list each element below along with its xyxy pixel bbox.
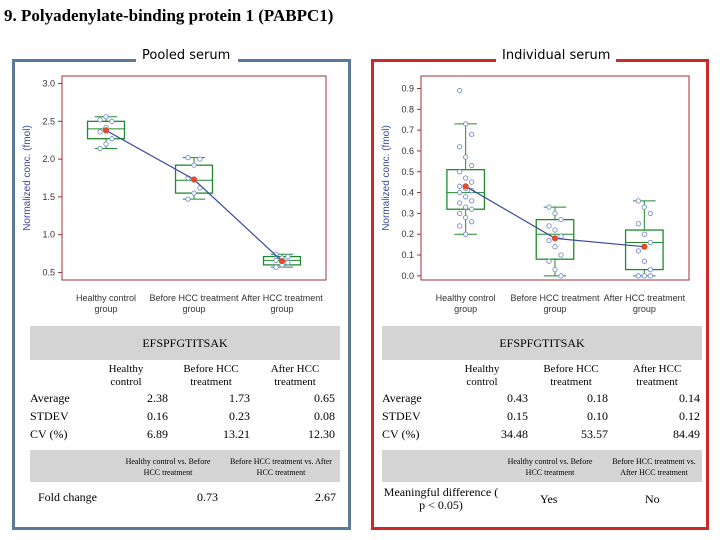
y-tick-label: 3.0: [42, 78, 55, 89]
left-row-label-average: Average: [30, 391, 70, 405]
y-tick-label: 0.0: [401, 270, 414, 281]
left-col-header-3: After HCC treatment: [270, 363, 320, 388]
data-point: [463, 122, 467, 126]
data-point: [648, 211, 652, 215]
right-average-healthy: 0.43: [507, 391, 528, 405]
x-tick-label-line2: group: [543, 304, 567, 314]
data-point: [463, 195, 467, 199]
data-point: [463, 232, 467, 236]
data-point: [553, 228, 557, 232]
left-stdev-healthy: 0.16: [147, 409, 168, 423]
right-result-value-2: No: [645, 492, 660, 506]
data-point: [648, 274, 652, 278]
left-result-label: Fold change: [38, 490, 97, 504]
data-point: [642, 205, 646, 209]
data-point: [463, 215, 467, 219]
x-tick-label-line2: group: [270, 304, 294, 314]
x-tick-label: Before HCC treatment: [149, 293, 239, 303]
data-point: [98, 146, 102, 150]
data-point: [457, 88, 461, 92]
data-point: [636, 222, 640, 226]
y-tick-label: 0.9: [401, 83, 414, 94]
y-tick-label: 0.1: [401, 250, 414, 261]
right-col-header-2: Before HCC treatment: [543, 363, 599, 388]
data-point: [469, 207, 473, 211]
data-point: [469, 132, 473, 136]
right-average-after: 0.14: [679, 391, 700, 405]
data-point: [457, 201, 461, 205]
right-cv-healthy: 34.48: [501, 427, 528, 441]
right-row-label-cv: CV (%): [382, 427, 420, 441]
data-point: [457, 190, 461, 194]
left-panel-label: Pooled serum: [136, 48, 236, 63]
right-result-value-1: Yes: [540, 492, 558, 506]
plot-frame: [421, 76, 689, 280]
right-result-label: Meaningful difference ( p < 0.05): [383, 485, 499, 512]
x-tick-label-line2: group: [454, 304, 478, 314]
data-point: [457, 184, 461, 188]
left-cv-before: 13.21: [223, 427, 250, 441]
right-panel-label: Individual serum: [496, 48, 616, 63]
x-tick-label: Healthy control: [75, 293, 137, 303]
left-result-value-2: 2.67: [315, 490, 336, 504]
x-tick-label: Before HCC treatment: [510, 293, 600, 303]
data-point: [186, 155, 190, 159]
left-comparison-1: Healthy control vs. Before HCC treatment: [125, 457, 211, 477]
data-point: [642, 232, 646, 236]
data-point: [648, 240, 652, 244]
y-tick-label: 2.0: [42, 154, 55, 165]
mean-point: [552, 236, 557, 241]
y-tick-label: 0.5: [42, 267, 55, 278]
left-col-header-2: Before HCC treatment: [183, 363, 239, 388]
data-point: [192, 191, 196, 195]
left-peptide-bar: EFSPFGTITSAK: [30, 326, 340, 360]
pooled-serum-boxplot: [18, 70, 340, 320]
mean-point: [103, 128, 108, 133]
right-peptide-bar: EFSPFGTITSAK: [382, 326, 702, 360]
right-stdev-healthy: 0.15: [507, 409, 528, 423]
x-tick-label-line2: group: [94, 304, 118, 314]
right-stdev-after: 0.12: [679, 409, 700, 423]
data-point: [547, 205, 551, 209]
left-col-header-1: Healthy control: [108, 363, 144, 388]
data-point: [636, 274, 640, 278]
data-point: [547, 224, 551, 228]
left-cv-healthy: 6.89: [147, 427, 168, 441]
left-cv-after: 12.30: [308, 427, 335, 441]
left-row-label-cv: CV (%): [30, 427, 68, 441]
left-row-label-stdev: STDEV: [30, 409, 69, 423]
right-cv-after: 84.49: [673, 427, 700, 441]
y-axis-label: Normalized conc. (fmol): [381, 125, 392, 231]
left-comparison-2: Before HCC treatment vs. After HCC treatment: [230, 457, 332, 477]
data-point: [547, 238, 551, 242]
left-average-healthy: 2.38: [147, 391, 168, 405]
data-point: [104, 115, 108, 119]
data-point: [110, 137, 114, 141]
y-tick-label: 0.4: [401, 187, 414, 198]
y-tick-label: 0.8: [401, 104, 414, 115]
data-point: [104, 142, 108, 146]
left-stdev-after: 0.08: [314, 409, 335, 423]
individual-serum-boxplot: [377, 70, 703, 320]
page-title: 9. Polyadenylate-binding protein 1 (PABPC1): [4, 6, 334, 25]
data-point: [642, 274, 646, 278]
data-point: [559, 234, 563, 238]
mean-point: [279, 259, 284, 264]
data-point: [286, 260, 290, 264]
data-point: [469, 163, 473, 167]
y-tick-label: 1.5: [42, 191, 55, 202]
data-point: [642, 259, 646, 263]
data-point: [286, 254, 290, 258]
data-point: [198, 157, 202, 161]
left-stdev-before: 0.23: [229, 409, 250, 423]
data-point: [98, 130, 102, 134]
y-tick-label: 0.7: [401, 125, 414, 136]
data-point: [192, 163, 196, 167]
data-point: [553, 244, 557, 248]
data-point: [547, 259, 551, 263]
data-point: [457, 170, 461, 174]
data-point: [457, 145, 461, 149]
data-point: [463, 205, 467, 209]
left-average-after: 0.65: [314, 391, 335, 405]
right-row-label-stdev: STDEV: [382, 409, 421, 423]
mean-point: [191, 177, 196, 182]
data-point: [186, 197, 190, 201]
right-average-before: 0.18: [587, 391, 608, 405]
y-tick-label: 0.5: [401, 166, 414, 177]
right-col-header-3: After HCC treatment: [632, 363, 682, 388]
data-point: [110, 119, 114, 123]
data-point: [553, 211, 557, 215]
right-comparison-1: Healthy control vs. Before HCC treatment: [507, 457, 593, 477]
left-result-value-1: 0.73: [197, 490, 218, 504]
right-row-label-average: Average: [382, 391, 422, 405]
data-point: [463, 176, 467, 180]
y-axis-label: Normalized conc. (fmol): [22, 125, 33, 231]
right-stdev-before: 0.10: [587, 409, 608, 423]
right-col-header-1: Healthy control: [464, 363, 500, 388]
y-tick-label: 0.3: [401, 208, 414, 219]
x-tick-label: After HCC treatment: [241, 293, 323, 303]
data-point: [469, 220, 473, 224]
right-comparison-2: Before HCC treatment vs. After HCC treatment: [612, 457, 696, 477]
data-point: [559, 253, 563, 257]
x-tick-label: After HCC treatment: [603, 293, 686, 303]
y-tick-label: 1.0: [42, 229, 55, 240]
data-point: [98, 118, 102, 122]
data-point: [636, 249, 640, 253]
x-tick-label-line2: group: [182, 304, 206, 314]
right-cv-before: 53.57: [581, 427, 608, 441]
x-tick-label-line2: group: [632, 304, 656, 314]
data-point: [636, 199, 640, 203]
y-tick-label: 0.6: [401, 145, 414, 156]
y-tick-label: 2.5: [42, 116, 55, 127]
mean-point: [463, 184, 468, 189]
data-point: [274, 258, 278, 262]
data-point: [457, 211, 461, 215]
mean-point: [642, 244, 647, 249]
x-tick-label: Healthy control: [435, 293, 496, 303]
data-point: [274, 265, 278, 269]
data-point: [559, 274, 563, 278]
left-average-before: 1.73: [229, 391, 250, 405]
y-tick-label: 0.2: [401, 229, 414, 240]
data-point: [469, 180, 473, 184]
data-point: [463, 155, 467, 159]
data-point: [553, 267, 557, 271]
data-point: [469, 199, 473, 203]
data-point: [457, 224, 461, 228]
data-point: [648, 267, 652, 271]
data-point: [559, 217, 563, 221]
